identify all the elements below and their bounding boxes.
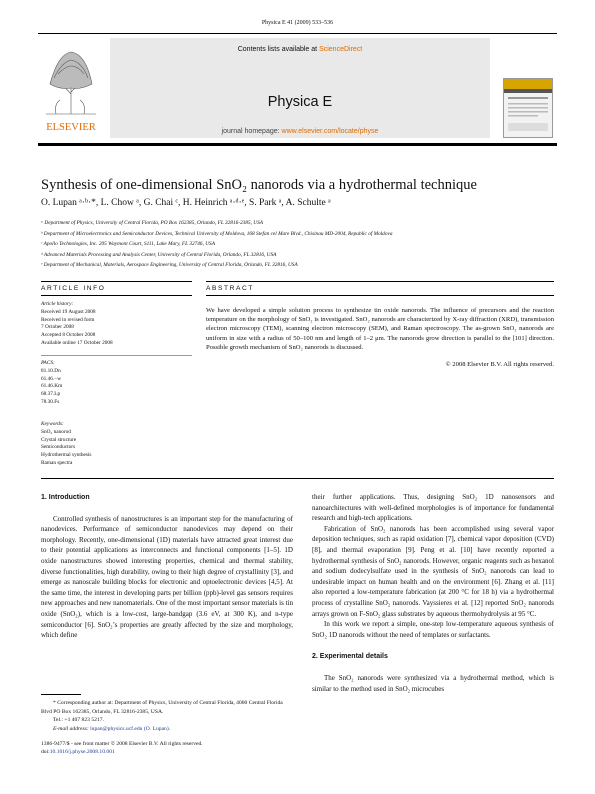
history-line: 7 October 2008 xyxy=(41,324,74,331)
journal-homepage xyxy=(110,128,490,135)
history-line: Available online 17 October 2008 xyxy=(41,339,113,346)
article-authors: O. Lupan ᵃ·ᵇ·*, L. Chow ᵃ, G. Chai ᶜ, H. Heinrich ᵃ·ᵈ·ᵉ, S. Park ᵃ, A. Schulte ᵃ xyxy=(41,198,331,208)
running-head: Physica E 41 (2009) 533–536 xyxy=(261,20,334,26)
keywords-list xyxy=(41,421,191,468)
affiliation-b: ᵇ Department of Microelectronics and Semiconductor Devices, Technical University of Moldova, 168 Stefan cel Mare Blvd., Chisinau MD-2004, Republic of Moldova xyxy=(41,230,393,237)
abstract-rule-top xyxy=(206,281,554,282)
article-info-rule xyxy=(41,295,192,296)
affiliations xyxy=(41,218,561,271)
sciencedirect-link[interactable]: ScienceDirect xyxy=(319,46,363,53)
keyword: SnO₂ nanorod xyxy=(41,428,71,435)
journal-cover-icon xyxy=(504,79,552,137)
pacs-code: 61.46.−w xyxy=(41,375,62,382)
elsevier-tree-icon xyxy=(40,34,102,138)
experimental-paragraph-1: The SnO₂ nanorods were synthesized via a hydrothermal method, which is similar to the method used in SnO₂ microcubes xyxy=(312,673,554,693)
left-column xyxy=(41,493,293,641)
article-title: Synthesis of one-dimensional SnO₂ nanorods via a hydrothermal technique xyxy=(41,177,477,193)
elsevier-logo xyxy=(40,34,102,138)
history-line: Accepted 8 October 2008 xyxy=(41,332,96,339)
doi-label: doi: xyxy=(41,749,50,756)
footnote xyxy=(41,699,293,733)
footnote-email xyxy=(41,725,293,734)
footnote-corresponding: * Corresponding author at: Department of Physics, University of Central Florida, 4000 Central Florida Blvd PO Box 162385, Orlando, FL 32816-2385, USA. xyxy=(41,700,283,715)
publisher-name: ELSEVIER xyxy=(46,122,96,133)
pacs-list xyxy=(41,360,191,407)
header-top-rule xyxy=(38,33,557,34)
intro-paragraph-1: Controlled synthesis of nanostructures is an important step for the manufacturing of nanodevices. Performance of semiconductor nanodevices may depend on their morphology. Recently, one-dimensional (1D) materials have attracted great interest due to their potential applications as interconnects and functional components [1–5]. 1D oxide nanostructures showed interesting properties, chemical and thermal stability, diverse functionalities, high durability, owing to their high degree of crystallinity [3], and emerge as nanoscale building blocks for electronic and optoelectronic devices [4,5]. At the same time, the interest in developing parts per billion (ppb)-level gas sensors requires new approaches and new nanomaterials. One of the most important sensor materials is tin oxide (SnO₂), which is a low-cost, large-bandgap (3.6 eV, at 300 K), and n-type semiconductor [6]. SnO₂’s properties are greatly affected by the size and morphology, which define xyxy=(41,514,293,640)
pacs-code: 78.30.Fs xyxy=(41,398,60,405)
contents-line xyxy=(110,46,490,53)
history-label: Article history: xyxy=(41,301,74,307)
keywords-label: Keywords: xyxy=(41,421,64,427)
journal-cover xyxy=(503,78,553,138)
history-line: Received 19 August 2008 xyxy=(41,308,96,315)
page-footer xyxy=(41,740,341,757)
journal-name: Physica E xyxy=(267,94,333,110)
abstract-copyright: © 2008 Elsevier B.V. All rights reserved. xyxy=(445,361,554,368)
history-line: Received in revised form xyxy=(41,316,95,323)
history-divider xyxy=(41,355,192,356)
affiliation-c: ᶜ Apollo Technologies, Inc. 205 Waymont Court, S111, Lake Mary, FL 32746, USA xyxy=(41,241,215,248)
right-column xyxy=(312,492,554,694)
email-label: E-mail address: xyxy=(53,725,91,732)
intro-heading: 1. Introduction xyxy=(41,494,90,501)
abstract-rule xyxy=(206,295,554,296)
keyword: Raman spectra xyxy=(41,459,73,466)
affiliation-a: ᵃ Department of Physics, University of Central Florida, PO Box 162385, Orlando, FL 32816-2385, USA xyxy=(41,220,263,226)
intro-paragraph-4: In this work we report a simple, one-step low-temperature aqueous synthesis of SnO₂ 1D nanorods without the need of templates or surfactants. xyxy=(312,620,554,639)
affiliation-d: ᵈ Advanced Materials Processing and Analysis Center, University of Central Florida, Orlando, FL 32816, USA xyxy=(41,251,277,258)
intro-paragraph-3: Fabrication of SnO₂ nanorods has been accomplished using several vapor deposition techniques, such as rapid oxidation [7], chemical vapor deposition (CVD) [8], and thermal evaporation [9]. Peng et al. [10] have recently reported a hydrothermal synthesis of SnO₂ nanorods. However, organic reagents such as hexanol and sodium dodecylsulfate used in the synthesis of SnO₂ nanorods can lead to undesirable impact on human health and on the environment [6]. Zhang et al. [11] also reported a low-temperature fabrication (at 200 °C for 18 h) via a hydrothermal process of crystalline SnO₂ nanorods. Vayssieres et al. [12] reported SnO₂ nanorods arrays grown on F-SnO₂ glass substrates by aqueous thermohydrolysis at 95 °C. xyxy=(312,524,554,618)
article-history xyxy=(41,301,191,348)
pacs-code: 68.37.Lp xyxy=(41,391,61,398)
footer-issn: 1386-9477/$ - see front matter © 2008 Elsevier B.V. All rights reserved. xyxy=(41,741,203,747)
email-link[interactable]: lupan@physics.ucf.edu (O. Lupan). xyxy=(90,725,171,732)
pacs-label: PACS: xyxy=(41,360,55,366)
keyword: Crystal structure xyxy=(41,436,77,443)
header-bottom-rule xyxy=(38,143,557,146)
article-info-heading: ARTICLE INFO xyxy=(41,285,106,292)
intro-paragraph-2: their further applications. Thus, designing SnO₂ 1D nanosensors and nanoarchitectures with well-defined morphologies is of importance for fundamental research and high-tech applications. xyxy=(312,493,554,523)
abstract-text: We have developed a simple solution process to synthesize tin oxide nanorods. The influence of precursors and the reaction temperature on the morphology of SnO₂ is investigated. SnO₂ nanorods are characterized by X-ray diffraction (XRD), transmission electron microscopy (TEM), scanning electron microscopy (SEM), and Raman spectroscopy. The as-grown SnO₂ nanorods are uniform in size with a radius of 50–100 nm and length of 1–2 μm. The nanorods grow direction is parallel to the [101] direction. Possible growth mechanism of SnO₂ nanorods is discussed. xyxy=(206,307,554,351)
pacs-code: 61.46.Km xyxy=(41,383,63,390)
article-info-rule-top xyxy=(41,281,192,282)
experimental-heading: 2. Experimental details xyxy=(312,653,388,661)
contents-prefix: Contents lists available at xyxy=(237,46,320,53)
homepage-link[interactable]: www.elsevier.com/locate/physe xyxy=(281,128,379,135)
keyword: Semiconductors xyxy=(41,444,76,451)
doi-link[interactable]: 10.1016/j.physe.2008.10.001 xyxy=(49,749,115,756)
footnote-rule xyxy=(41,694,81,695)
affiliation-e: ᵉ Department of Mechanical, Materials, Aerospace Engineering, University of Central Florida, Orlando, FL 32816, USA xyxy=(41,262,298,269)
front-matter-rule xyxy=(41,478,554,479)
masthead-banner xyxy=(110,38,490,138)
homepage-prefix: journal homepage: xyxy=(221,128,282,135)
footnote-tel: Tel.: +1 407 823 5217. xyxy=(53,717,104,723)
pacs-code: 81.10.Dn xyxy=(41,367,61,374)
abstract-heading: ABSTRACT xyxy=(206,285,254,292)
keyword: Hydrothermal synthesis xyxy=(41,452,92,459)
footer-doi xyxy=(41,748,341,756)
